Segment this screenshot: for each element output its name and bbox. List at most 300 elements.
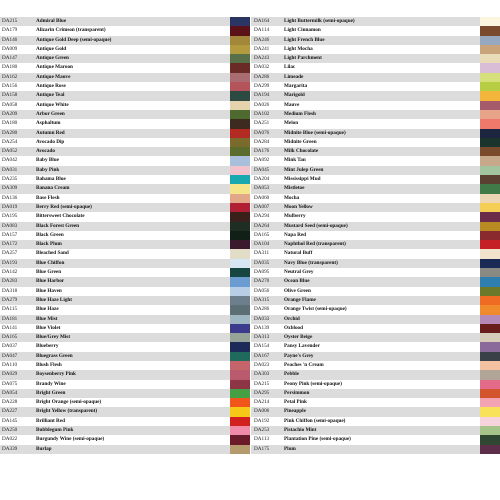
color-name: Medium Flesh bbox=[284, 110, 316, 117]
color-name: Burgundy Wine (semi-opaque) bbox=[36, 436, 105, 443]
color-swatch bbox=[230, 26, 250, 35]
color-row bbox=[0, 352, 250, 361]
color-swatch bbox=[230, 342, 250, 351]
color-swatch bbox=[230, 82, 250, 91]
color-name: Antique Green bbox=[36, 55, 69, 62]
color-code: DA283 bbox=[2, 278, 18, 285]
color-name: Bleached Sand bbox=[36, 250, 69, 257]
color-code: DA033 bbox=[254, 315, 270, 322]
color-swatch bbox=[480, 296, 500, 305]
color-code: DA295 bbox=[254, 389, 270, 396]
color-name: Boysenberry Pink bbox=[36, 371, 76, 378]
color-name: Bright Orange (semi-opaque) bbox=[36, 399, 102, 406]
color-code: DA250 bbox=[2, 427, 18, 434]
color-code: DA052 bbox=[2, 148, 18, 155]
color-row bbox=[0, 101, 250, 110]
color-swatch bbox=[480, 26, 500, 35]
color-row bbox=[0, 324, 250, 333]
color-name: Neutral Grey bbox=[284, 269, 314, 276]
color-row bbox=[251, 45, 500, 54]
color-row bbox=[251, 36, 500, 45]
color-code: DA006 bbox=[254, 408, 270, 415]
color-code: DA254 bbox=[2, 138, 18, 145]
color-name: Mistletoe bbox=[284, 185, 305, 192]
color-name: Oxblood bbox=[284, 324, 304, 331]
color-code: DA115 bbox=[2, 306, 18, 313]
color-swatch bbox=[480, 389, 500, 398]
color-row bbox=[251, 426, 500, 435]
color-row bbox=[251, 407, 500, 416]
color-name: Blue Chiffon bbox=[36, 259, 65, 266]
color-name: Base Flesh bbox=[36, 194, 60, 201]
color-code: DA228 bbox=[2, 399, 18, 406]
color-swatch bbox=[230, 73, 250, 82]
color-code: DA195 bbox=[2, 213, 18, 220]
color-row bbox=[251, 445, 500, 454]
color-row bbox=[0, 315, 250, 324]
color-name: Light Cinnamon bbox=[284, 27, 321, 34]
color-row bbox=[251, 166, 500, 175]
color-name: Admiral Blue bbox=[36, 18, 67, 24]
color-name: Navy Blue (transparent) bbox=[284, 259, 338, 266]
color-swatch bbox=[480, 36, 500, 45]
color-name: Midnite Blue (semi-opaque) bbox=[284, 129, 346, 136]
color-code: DA270 bbox=[254, 278, 270, 285]
color-row bbox=[251, 435, 500, 444]
color-code: DA192 bbox=[254, 417, 270, 424]
color-code: DA165 bbox=[254, 231, 270, 238]
color-row bbox=[251, 119, 500, 128]
color-name: Berry Red (semi-opaque) bbox=[36, 203, 92, 210]
color-row bbox=[0, 138, 250, 147]
color-code: DA075 bbox=[2, 380, 18, 387]
color-code: DA145 bbox=[2, 417, 18, 424]
color-row bbox=[251, 101, 500, 110]
color-row bbox=[0, 398, 250, 407]
color-row bbox=[0, 240, 250, 249]
color-swatch bbox=[230, 63, 250, 72]
color-name: Baby Pink bbox=[36, 166, 60, 173]
color-row bbox=[0, 147, 250, 156]
color-code: DA204 bbox=[254, 176, 270, 183]
color-name: Milk Chocolate bbox=[284, 148, 319, 155]
color-row bbox=[251, 287, 500, 296]
color-code: DA193 bbox=[2, 259, 18, 266]
color-swatch bbox=[230, 361, 250, 370]
color-row bbox=[0, 287, 250, 296]
color-swatch bbox=[230, 445, 250, 454]
color-swatch bbox=[480, 194, 500, 203]
color-code: DA032 bbox=[254, 64, 270, 71]
color-code: DA154 bbox=[254, 343, 270, 350]
color-name: Marigold bbox=[284, 92, 305, 99]
color-row bbox=[0, 26, 250, 35]
color-swatch bbox=[480, 156, 500, 165]
color-swatch bbox=[230, 435, 250, 444]
color-name: Asphaltum bbox=[36, 120, 61, 127]
color-swatch bbox=[480, 231, 500, 240]
color-name: Natural Buff bbox=[284, 250, 313, 257]
color-swatch bbox=[230, 370, 250, 379]
color-name: Pistachio Mint bbox=[284, 427, 317, 434]
color-swatch bbox=[230, 203, 250, 212]
color-row bbox=[251, 222, 500, 231]
color-code: DA113 bbox=[254, 436, 270, 443]
color-name: Antique Mauve bbox=[36, 73, 71, 80]
color-row bbox=[251, 352, 500, 361]
color-code: DA110 bbox=[2, 361, 18, 368]
color-row bbox=[0, 277, 250, 286]
color-code: DA156 bbox=[2, 83, 18, 90]
color-swatch bbox=[480, 435, 500, 444]
color-code: DA215 bbox=[2, 18, 18, 24]
color-row bbox=[0, 389, 250, 398]
color-code: DA176 bbox=[254, 148, 270, 155]
color-code: DA309 bbox=[2, 185, 18, 192]
color-row bbox=[0, 417, 250, 426]
color-swatch bbox=[480, 398, 500, 407]
color-code: DA180 bbox=[2, 64, 18, 71]
color-name: Blue Violet bbox=[36, 324, 61, 331]
color-name: Light Buttermilk (semi-opaque) bbox=[284, 18, 355, 24]
color-swatch bbox=[480, 324, 500, 333]
color-swatch bbox=[480, 342, 500, 351]
color-name: Black Forest Green bbox=[36, 222, 80, 229]
color-row bbox=[251, 324, 500, 333]
color-swatch bbox=[230, 305, 250, 314]
color-code: DA045 bbox=[254, 166, 270, 173]
color-name: Alizarin Crimson (transparent) bbox=[36, 27, 106, 34]
color-name: Light French Blue bbox=[284, 36, 325, 43]
color-name: Bahama Blue bbox=[36, 176, 66, 183]
color-swatch bbox=[480, 17, 500, 26]
color-code: DA253 bbox=[254, 427, 270, 434]
color-row bbox=[251, 73, 500, 82]
color-code: DA294 bbox=[254, 213, 270, 220]
color-name: Pansy Lavender bbox=[284, 343, 320, 350]
color-code: DA095 bbox=[254, 269, 270, 276]
color-name: Brandy Wine bbox=[36, 380, 66, 387]
color-name: Bubblegum Pink bbox=[36, 427, 74, 434]
color-code: DA303 bbox=[254, 371, 270, 378]
color-row bbox=[251, 398, 500, 407]
color-code: DA339 bbox=[2, 445, 18, 452]
color-row bbox=[0, 231, 250, 240]
color-row bbox=[251, 370, 500, 379]
color-code: DA158 bbox=[2, 92, 18, 99]
color-swatch bbox=[230, 212, 250, 221]
color-swatch bbox=[480, 138, 500, 147]
color-name: Antique White bbox=[36, 101, 69, 108]
color-row bbox=[0, 175, 250, 184]
color-swatch bbox=[230, 426, 250, 435]
color-code: DA147 bbox=[2, 55, 18, 62]
color-row bbox=[0, 91, 250, 100]
color-swatch bbox=[480, 184, 500, 193]
color-code: DA092 bbox=[254, 157, 270, 164]
color-name: Mulberry bbox=[284, 213, 306, 220]
left-color-column bbox=[0, 17, 250, 454]
color-name: Petal Pink bbox=[284, 399, 307, 406]
color-name: Orange Flame bbox=[284, 296, 316, 303]
color-swatch bbox=[480, 73, 500, 82]
color-row bbox=[251, 63, 500, 72]
color-swatch bbox=[230, 268, 250, 277]
color-swatch bbox=[230, 231, 250, 240]
color-row bbox=[0, 45, 250, 54]
color-row bbox=[0, 129, 250, 138]
color-code: DA264 bbox=[254, 222, 270, 229]
color-code: DA175 bbox=[254, 445, 270, 452]
color-name: Arbor Green bbox=[36, 110, 65, 117]
color-name: Orange Twist (semi-opaque) bbox=[284, 306, 347, 313]
color-swatch bbox=[480, 315, 500, 324]
color-row bbox=[0, 194, 250, 203]
color-swatch bbox=[480, 110, 500, 119]
color-code: DA172 bbox=[2, 241, 18, 248]
color-code: DA214 bbox=[254, 399, 270, 406]
color-code: DA007 bbox=[254, 203, 270, 210]
color-row bbox=[0, 119, 250, 128]
color-name: Blue Mist bbox=[36, 315, 58, 322]
color-swatch bbox=[230, 222, 250, 231]
color-swatch bbox=[480, 175, 500, 184]
color-swatch bbox=[230, 54, 250, 63]
color-name: Payne's Grey bbox=[284, 352, 314, 359]
color-swatch bbox=[230, 110, 250, 119]
color-swatch bbox=[230, 194, 250, 203]
color-code: DA280 bbox=[2, 129, 18, 136]
color-swatch bbox=[480, 212, 500, 221]
color-code: DA179 bbox=[2, 27, 18, 34]
color-name: Midnite Green bbox=[284, 138, 317, 145]
color-name: Pineapple bbox=[284, 408, 306, 415]
color-swatch bbox=[480, 305, 500, 314]
color-swatch bbox=[480, 407, 500, 416]
color-swatch bbox=[480, 240, 500, 249]
color-code: DA243 bbox=[254, 55, 270, 62]
color-row bbox=[0, 36, 250, 45]
color-name: Banana Cream bbox=[36, 185, 70, 192]
color-swatch bbox=[480, 54, 500, 63]
color-swatch bbox=[230, 333, 250, 342]
color-name: Avocado Dip bbox=[36, 138, 65, 145]
color-swatch bbox=[480, 129, 500, 138]
color-row bbox=[251, 305, 500, 314]
color-row bbox=[0, 445, 250, 454]
color-row bbox=[251, 296, 500, 305]
color-name: Blue Haze bbox=[36, 306, 59, 313]
color-swatch bbox=[230, 277, 250, 286]
color-code: DA299 bbox=[254, 83, 270, 90]
color-name: Burlap bbox=[36, 445, 52, 452]
color-row bbox=[251, 249, 500, 258]
color-code: DA318 bbox=[2, 287, 18, 294]
color-code: DA023 bbox=[254, 361, 270, 368]
color-swatch bbox=[480, 287, 500, 296]
color-swatch bbox=[230, 249, 250, 258]
color-row bbox=[251, 54, 500, 63]
color-code: DA257 bbox=[2, 250, 18, 257]
color-swatch bbox=[230, 259, 250, 268]
color-swatch bbox=[230, 380, 250, 389]
color-row bbox=[0, 222, 250, 231]
color-name: Bluegrass Green bbox=[36, 352, 73, 359]
color-swatch bbox=[230, 398, 250, 407]
color-name: Oyster Beige bbox=[284, 334, 313, 341]
color-swatch bbox=[480, 361, 500, 370]
color-row bbox=[251, 342, 500, 351]
color-row bbox=[251, 17, 500, 26]
color-name: Antique Maroon bbox=[36, 64, 73, 71]
color-code: DA209 bbox=[2, 110, 18, 117]
color-name: Brilliant Red bbox=[36, 417, 65, 424]
color-row bbox=[251, 361, 500, 370]
color-swatch bbox=[230, 324, 250, 333]
color-row bbox=[0, 361, 250, 370]
color-row bbox=[251, 212, 500, 221]
color-swatch bbox=[480, 426, 500, 435]
color-swatch bbox=[480, 82, 500, 91]
color-row bbox=[251, 315, 500, 324]
color-name: Blue Harbor bbox=[36, 278, 65, 285]
color-name: Blue Haze Light bbox=[36, 296, 73, 303]
color-swatch bbox=[230, 147, 250, 156]
color-row bbox=[0, 305, 250, 314]
color-row bbox=[0, 342, 250, 351]
color-swatch bbox=[480, 249, 500, 258]
color-swatch bbox=[480, 445, 500, 454]
color-row bbox=[0, 184, 250, 193]
color-code: DA246 bbox=[254, 36, 270, 43]
color-name: Margarita bbox=[284, 83, 308, 90]
color-name: Peony Pink (semi-opaque) bbox=[284, 380, 342, 387]
color-code: DA279 bbox=[2, 296, 18, 303]
color-swatch bbox=[230, 240, 250, 249]
color-name: Light Parchment bbox=[284, 55, 322, 62]
color-code: DA022 bbox=[2, 436, 18, 443]
color-name: Lilac bbox=[284, 64, 296, 71]
color-name: Peaches 'n Cream bbox=[284, 361, 324, 368]
color-code: DA142 bbox=[2, 269, 18, 276]
color-name: Napa Red bbox=[284, 231, 307, 238]
color-row bbox=[251, 231, 500, 240]
color-code: DA136 bbox=[2, 194, 18, 201]
color-name: Black Green bbox=[36, 231, 64, 238]
color-row bbox=[251, 203, 500, 212]
color-swatch bbox=[480, 147, 500, 156]
color-swatch bbox=[480, 203, 500, 212]
right-color-column bbox=[251, 17, 500, 454]
color-name: Blush Flesh bbox=[36, 361, 62, 368]
color-name: Pebble bbox=[284, 371, 299, 378]
color-code: DA165 bbox=[2, 334, 18, 341]
color-name: Mississippi Mud bbox=[284, 176, 321, 183]
color-swatch bbox=[230, 296, 250, 305]
color-code: DA102 bbox=[254, 110, 270, 117]
color-swatch bbox=[230, 166, 250, 175]
color-row bbox=[251, 259, 500, 268]
color-row bbox=[251, 26, 500, 35]
color-row bbox=[251, 156, 500, 165]
color-swatch bbox=[480, 101, 500, 110]
color-swatch bbox=[230, 101, 250, 110]
color-code: DA047 bbox=[2, 352, 18, 359]
color-swatch bbox=[480, 370, 500, 379]
color-row bbox=[0, 370, 250, 379]
color-code: DA141 bbox=[2, 324, 18, 331]
color-row bbox=[251, 268, 500, 277]
color-swatch bbox=[480, 259, 500, 268]
color-code: DA042 bbox=[2, 157, 18, 164]
color-row bbox=[251, 147, 500, 156]
color-name: Mint Julep Green bbox=[284, 166, 324, 173]
color-swatch bbox=[480, 333, 500, 342]
color-code: DA035 bbox=[254, 259, 270, 266]
color-swatch bbox=[230, 184, 250, 193]
color-code: DA139 bbox=[254, 324, 270, 331]
color-row bbox=[0, 17, 250, 26]
color-row bbox=[251, 175, 500, 184]
color-swatch bbox=[230, 287, 250, 296]
color-code: DA076 bbox=[254, 129, 270, 136]
color-name: Naphthol Red (transparent) bbox=[284, 241, 346, 248]
color-code: DA315 bbox=[254, 296, 270, 303]
color-code: DA311 bbox=[254, 250, 270, 257]
color-name: Blue Haven bbox=[36, 287, 62, 294]
color-row bbox=[251, 91, 500, 100]
color-code: DA029 bbox=[2, 371, 18, 378]
color-swatch bbox=[480, 268, 500, 277]
color-code: DA180 bbox=[2, 120, 18, 127]
color-code: DA162 bbox=[2, 73, 18, 80]
color-name: Bittersweet Chocolate bbox=[36, 213, 85, 220]
color-row bbox=[251, 82, 500, 91]
color-swatch bbox=[230, 45, 250, 54]
color-name: Antique Rose bbox=[36, 83, 66, 90]
color-name: Melon bbox=[284, 120, 299, 127]
color-swatch bbox=[480, 119, 500, 128]
color-code: DA313 bbox=[254, 334, 270, 341]
color-name: Mink Tan bbox=[284, 157, 306, 164]
color-name: Blueberry bbox=[36, 343, 59, 350]
color-swatch bbox=[230, 407, 250, 416]
color-code: DA060 bbox=[254, 194, 270, 201]
color-code: DA251 bbox=[254, 120, 270, 127]
color-row bbox=[0, 426, 250, 435]
color-swatch bbox=[230, 91, 250, 100]
color-row bbox=[0, 156, 250, 165]
color-swatch bbox=[480, 91, 500, 100]
color-swatch bbox=[480, 417, 500, 426]
color-swatch bbox=[230, 119, 250, 128]
color-row bbox=[251, 240, 500, 249]
color-code: DA056 bbox=[254, 287, 270, 294]
color-code: DA026 bbox=[254, 101, 270, 108]
color-name: Moon Yellow bbox=[284, 203, 313, 210]
color-row bbox=[0, 249, 250, 258]
color-row bbox=[0, 407, 250, 416]
color-row bbox=[0, 268, 250, 277]
color-swatch bbox=[230, 175, 250, 184]
color-row bbox=[0, 166, 250, 175]
color-row bbox=[0, 296, 250, 305]
color-name: Olive Green bbox=[284, 287, 311, 294]
color-row bbox=[251, 194, 500, 203]
color-name: Mustard Seed (semi-opaque) bbox=[284, 222, 348, 229]
color-row bbox=[0, 435, 250, 444]
color-name: Avocado bbox=[36, 148, 55, 155]
